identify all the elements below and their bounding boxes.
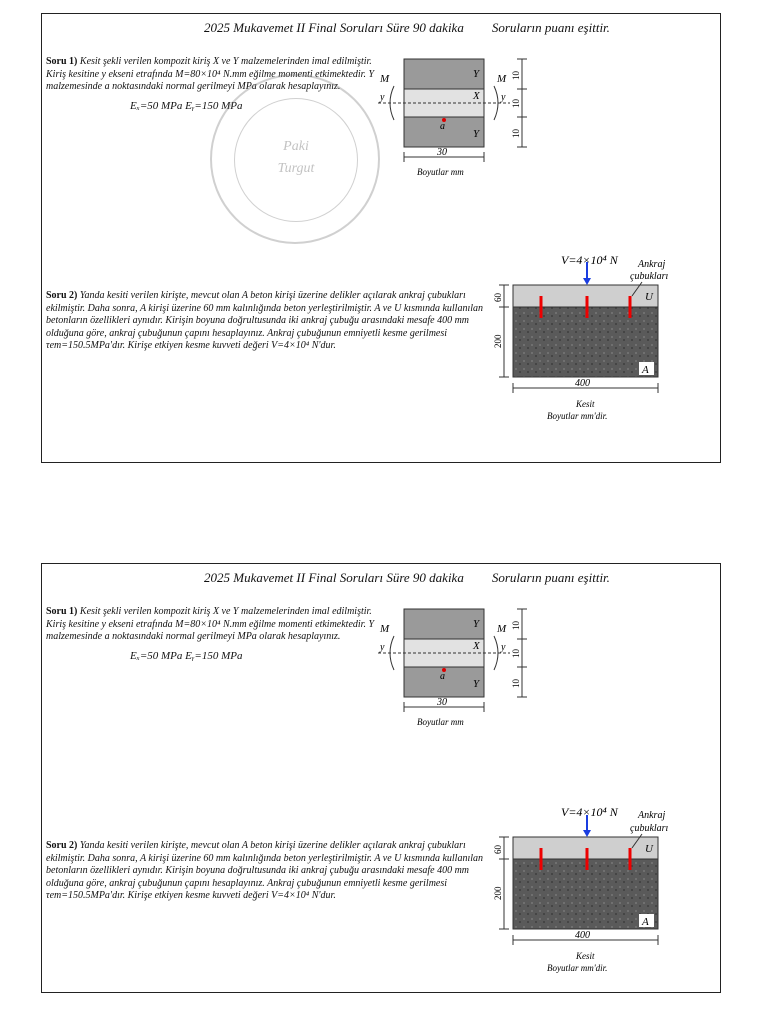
exam-sheet-2 bbox=[41, 563, 721, 993]
question-2-text: Yanda kesiti verilen kirişte, mevcut olan A beton kirişi üzerine delikler açılarak ankraj çubukları ekilmiştir. Daha sonra, A kirişi üzerine 60 mm kalınlığında beton yerleştirilmiştir. A ve U kısmında kullanılan betonların özellikleri aynıdır. Kirişin boyuna doğrultusunda iki ankraj çubuğu arasındaki mesafe 400 mm olduğuna göre, ankraj çubuğunun çapını hesaplayınız. Ankraj çubuğunun emniyetli kesme gerilmesi τem=150.5MPa'dır. Kirişe etkiyen kesme kuvveti değeri V=4×10⁴ N'dur. bbox=[46, 290, 484, 351]
watermark-line-2: Turgut bbox=[277, 161, 315, 176]
points-note: Soruların puanı eşittir. bbox=[491, 570, 610, 585]
width-dim-label: 30 bbox=[437, 147, 447, 158]
dim-200: 200 bbox=[493, 334, 503, 348]
point-a-label: a bbox=[440, 121, 445, 132]
points-note: Soruların puanı eşittir. bbox=[491, 20, 610, 35]
anchor-label-1: Ankraj bbox=[638, 259, 666, 270]
anchor-label-1: Ankraj bbox=[638, 810, 666, 821]
question-1-label: Soru 1) bbox=[46, 56, 78, 67]
dim-60: 60 bbox=[493, 293, 503, 302]
force-label: V=4×10⁴ N bbox=[561, 253, 618, 267]
dim-bottom: 10 bbox=[511, 129, 521, 138]
watermark-line-1: Paki bbox=[283, 139, 309, 154]
material-y-label-top: Y bbox=[473, 68, 480, 80]
fig2-caption-1: Kesit bbox=[576, 399, 595, 409]
anchor-label-2: çubukları bbox=[630, 823, 669, 834]
axis-label-left: y bbox=[380, 642, 385, 653]
material-x-label: X bbox=[473, 90, 480, 102]
elastic-moduli: Eₓ=50 MPa Eᵧ=150 MPa bbox=[130, 649, 243, 662]
a-label: A bbox=[642, 364, 649, 376]
u-label: U bbox=[645, 291, 653, 303]
exam-title: 2025 Mukavemet II Final Soruları Süre 90 dakika bbox=[204, 570, 464, 585]
question-1-text: Kesit şekli verilen kompozit kiriş X ve Y malzemelerinden imal edilmiştir. Kiriş kesitine y ekseni etrafında M=80×10⁴ N.mm eğilme momenti etkimektedir. Y malzemesinde a noktasındaki normal gerilmeyi MPa olarak hesaplayınız. bbox=[46, 56, 375, 92]
u-label: U bbox=[645, 843, 653, 855]
axis-label-left: y bbox=[380, 92, 385, 103]
dim-bottom: 10 bbox=[511, 679, 521, 688]
question-1-text: Kesit şekli verilen kompozit kiriş X ve Y malzemelerinden imal edilmiştir. Kiriş kesitine y ekseni etrafında M=80×10⁴ N.mm eğilme momenti etkimektedir. Y malzemesinde a noktasındaki normal gerilmeyi MPa olarak hesaplayınız. bbox=[46, 606, 375, 642]
question-1-label: Soru 1) bbox=[46, 606, 78, 617]
exam-sheet-1 bbox=[41, 13, 721, 463]
anchor-beam-figure bbox=[42, 14, 722, 464]
moment-label-right: M bbox=[497, 623, 507, 635]
a-label: A bbox=[642, 916, 649, 928]
width-400: 400 bbox=[575, 930, 590, 941]
fig2-caption-2: Boyutlar mm'dir. bbox=[547, 963, 608, 973]
axis-label-right: y bbox=[501, 642, 506, 653]
dim-top: 10 bbox=[511, 71, 521, 80]
moment-label-left: M bbox=[380, 623, 390, 635]
width-dim-label: 30 bbox=[437, 697, 447, 708]
fig1-caption: Boyutlar mm bbox=[417, 717, 464, 727]
question-2-label: Soru 2) bbox=[46, 840, 78, 851]
question-2-label: Soru 2) bbox=[46, 290, 78, 301]
dim-top: 10 bbox=[511, 621, 521, 630]
anchor-beam-figure bbox=[42, 564, 722, 994]
anchor-label-2: çubukları bbox=[630, 271, 669, 282]
fig1-caption: Boyutlar mm bbox=[417, 167, 464, 177]
moment-label-right: M bbox=[497, 73, 507, 85]
point-a-label: a bbox=[440, 671, 445, 682]
fig2-caption-1: Kesit bbox=[576, 951, 595, 961]
material-y-label-bottom: Y bbox=[473, 128, 480, 140]
material-y-label-top: Y bbox=[473, 618, 480, 630]
force-label: V=4×10⁴ N bbox=[561, 805, 618, 819]
dim-mid: 10 bbox=[511, 649, 521, 658]
axis-label-right: y bbox=[501, 92, 506, 103]
exam-title: 2025 Mukavemet II Final Soruları Süre 90 dakika bbox=[204, 20, 464, 35]
question-2-text: Yanda kesiti verilen kirişte, mevcut olan A beton kirişi üzerine delikler açılarak ankraj çubukları ekilmiştir. Daha sonra, A kirişi üzerine 60 mm kalınlığında beton yerleştirilmiştir. A ve U kısmında kullanılan betonların özellikleri aynıdır. Kirişin boyuna doğrultusunda iki ankraj çubuğu arasındaki mesafe 400 mm olduğuna göre, ankraj çubuğunun çapını hesaplayınız. Ankraj çubuğunun emniyetli kesme gerilmesi τem=150.5MPa'dır. Kirişe etkiyen kesme kuvveti değeri V=4×10⁴ N'dur. bbox=[46, 840, 484, 901]
material-x-label: X bbox=[473, 640, 480, 652]
dim-60: 60 bbox=[493, 845, 503, 854]
width-400: 400 bbox=[575, 378, 590, 389]
fig2-caption-2: Boyutlar mm'dir. bbox=[547, 411, 608, 421]
moment-label-left: M bbox=[380, 73, 390, 85]
elastic-moduli: Eₓ=50 MPa Eᵧ=150 MPa bbox=[130, 99, 243, 112]
material-y-label-bottom: Y bbox=[473, 678, 480, 690]
dim-200: 200 bbox=[493, 886, 503, 900]
dim-mid: 10 bbox=[511, 99, 521, 108]
